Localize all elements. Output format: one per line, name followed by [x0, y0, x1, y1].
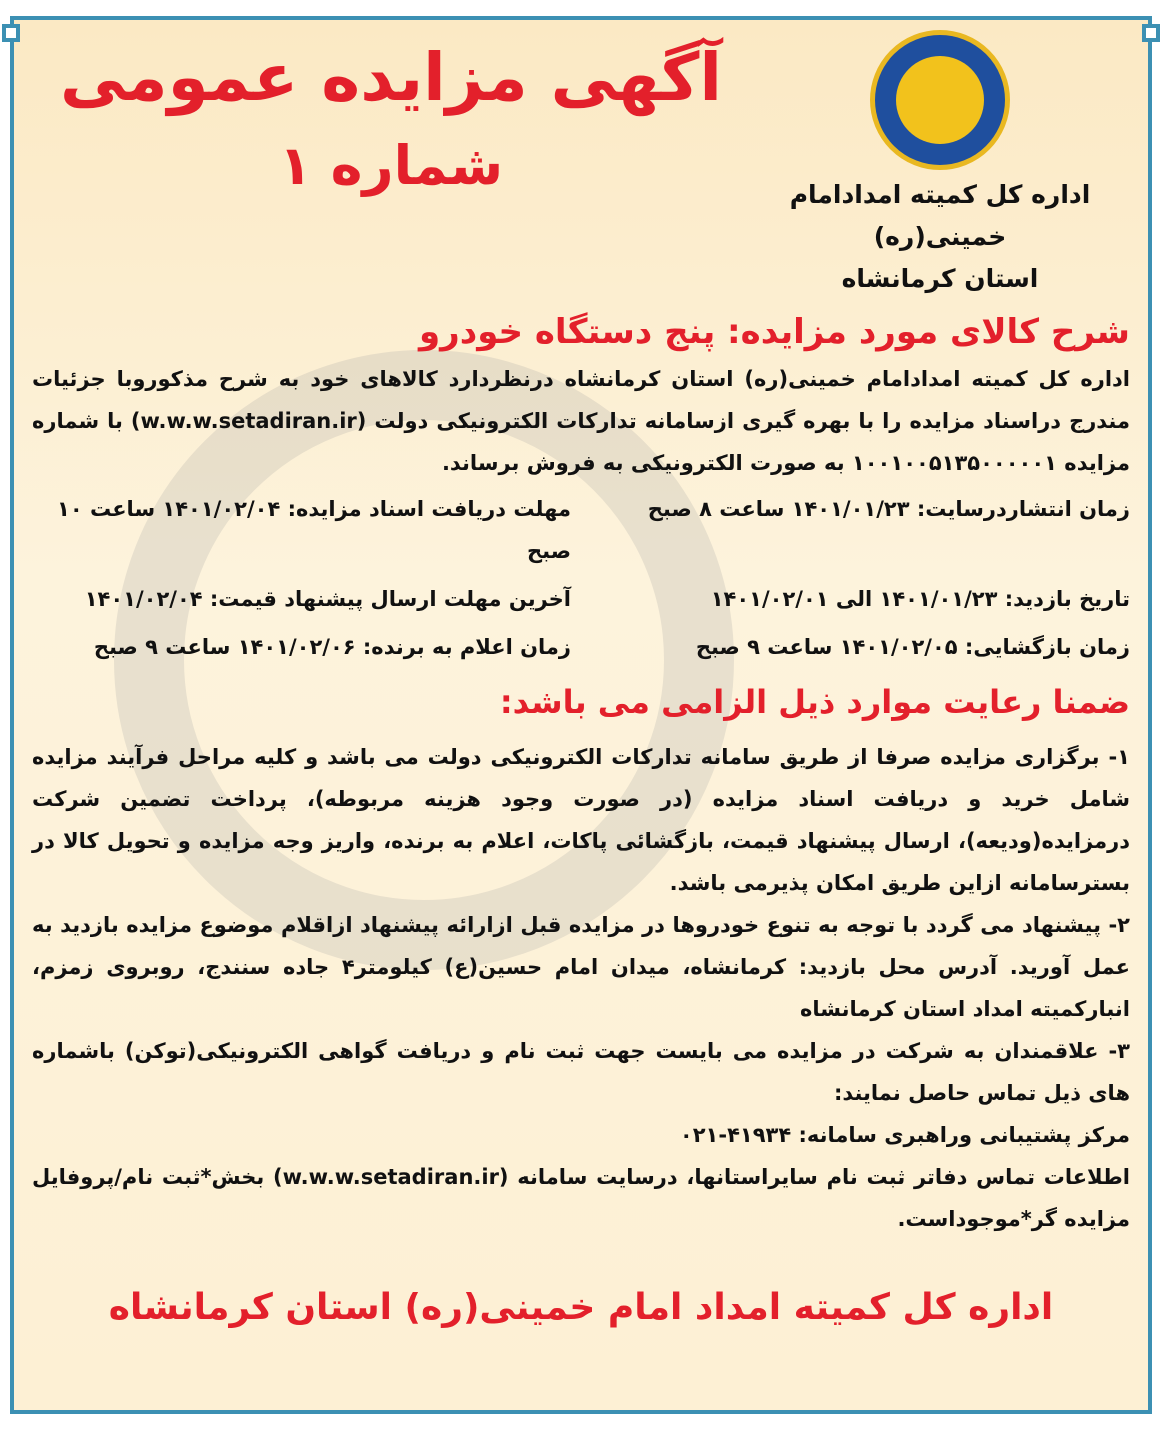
- registration-info: اطلاعات تماس دفاتر ثبت نام سایراستانها، درسایت سامانه (w.w.w.setadiran.ir) بخش*ثبت نام/پروفایل مزایده گر*موجوداست.: [32, 1165, 1130, 1231]
- bid-deadline: آخرین مهلت ارسال پیشنهاد قیمت: ۱۴۰۱/۰۲/۰۴: [84, 587, 571, 611]
- condition-1: ۱- برگزاری مزایده صرفا از طریق سامانه تدارکات الکترونیکی دولت می باشد و کلیه مراحل فرآیند مزایده شامل خرید و دریافت اسناد مزایده (در صورت وجود هزینه مربوطه)، پرداخت تضمین شرکت درمزایده(ودیعه)، ارسال پیشنهاد قیمت، بازگشائی پاکات، اعلام به برنده، واریز وجه مزایده و تحویل کالا در بسترسامانه ازاین طریق امکان پذیرمی باشد.: [32, 745, 1130, 895]
- condition-3: ۳- علاقمندان به شرکت در مزایده می بایست جهت ثبت نام و دریافت گواهی الکترونیکی(توکن) باشماره های ذیل تماس حاصل نمایند:: [32, 1039, 1130, 1105]
- frame-corner: [1142, 24, 1160, 42]
- document-deadline: مهلت دریافت اسناد مزایده: ۱۴۰۱/۰۲/۰۴ ساعت ۱۰ صبح: [57, 497, 571, 563]
- footer-organization: اداره کل کمیته امداد امام خمینی(ره) استان کرمانشاه: [108, 1287, 1054, 1328]
- condition-2: ۲- پیشنهاد می گردد با توجه به تنوع خودروها در مزایده قبل ازارائه پیشنهاد ازاقلام موضوع مزایده بازدید به عمل آورید. آدرس محل بازدید: کرمانشاه، میدان امام حسین(ع) کیلومتر۴ جاده سنندج، روبروی زمزم، انبارکمیته امداد استان کرمانشاه: [32, 913, 1130, 1021]
- dates-grid: [32, 488, 1130, 668]
- publish-date: زمان انتشاردرسایت: ۱۴۰۱/۰۱/۲۳ ساعت ۸ صبح: [647, 497, 1130, 521]
- organization-name: [750, 174, 1130, 300]
- intro-paragraph: اداره کل کمیته امدادامام خمینی(ره) استان کرمانشاه درنظردارد کالاهای خود به شرح مذکوروبا جزئیات مندرج دراسناد مزایده را با بهره گیری ازسامانه تدارکات الکترونیکی دولت (w.w.w.setadiran.ir) با شماره مزایده ۱۰۰۱۰۰۵۱۳۵۰۰۰۰۰۱ به صورت الکترونیکی به فروش برساند.: [32, 367, 1131, 475]
- org-line-2: استان کرمانشاه: [841, 264, 1039, 293]
- opening-date: زمان بازگشایی: ۱۴۰۱/۰۲/۰۵ ساعت ۹ صبح: [695, 635, 1130, 659]
- frame-corner: [2, 24, 20, 42]
- ad-header: [32, 30, 1130, 300]
- visit-date: تاریخ بازدید: ۱۴۰۱/۰۱/۲۳ الی ۱۴۰۱/۰۲/۰۱: [710, 587, 1130, 611]
- ad-number: شماره ۱: [278, 134, 504, 197]
- ad-content: [14, 20, 1148, 1356]
- organization-logo: [870, 30, 1010, 170]
- org-line-1: اداره کل کمیته امدادامام خمینی(ره): [789, 180, 1091, 251]
- conditions-title: ضمنا رعایت موارد ذیل الزامی می باشد:: [499, 683, 1130, 721]
- support-phone: مرکز پشتیبانی وراهبری سامانه: ۴۱۹۳۴-۰۲۱: [679, 1123, 1130, 1147]
- ad-title: آگهی مزایده عمومی: [59, 39, 723, 116]
- title-block: [32, 30, 750, 206]
- auction-subject: شرح کالای مورد مزایده: پنج دستگاه خودرو: [419, 312, 1130, 352]
- ad-frame: [10, 16, 1152, 1414]
- organization-block: [750, 30, 1130, 300]
- winner-announcement: زمان اعلام به برنده: ۱۴۰۱/۰۲/۰۶ ساعت ۹ صبح: [93, 635, 571, 659]
